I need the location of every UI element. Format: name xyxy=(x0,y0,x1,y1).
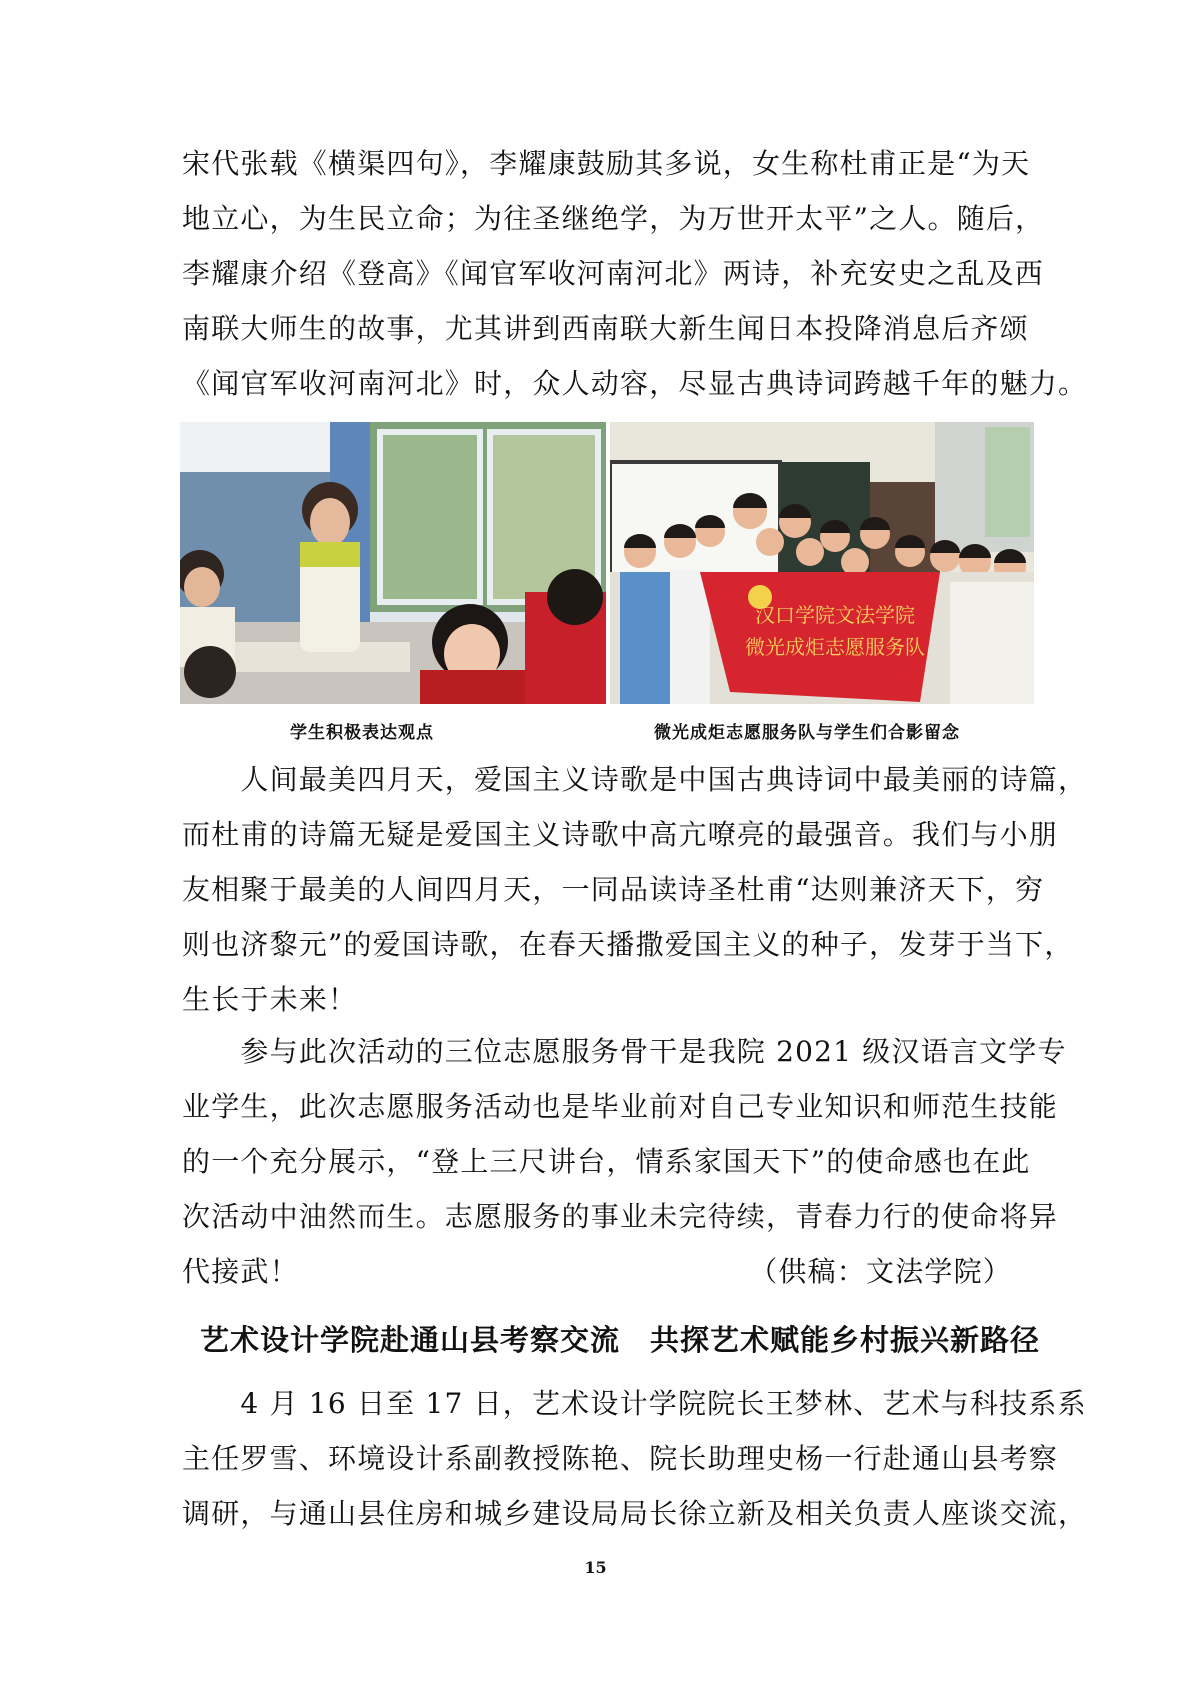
text-line: 友相聚于最美的人间四月天，一同品读诗圣杜甫“达则兼济天下，穷 xyxy=(182,873,1045,906)
paragraph-1 xyxy=(182,136,1088,411)
paragraph-2 xyxy=(182,752,1088,1027)
text-line: 南联大师生的故事，尤其讲到西南联大新生闻日本投降消息后齐颂 xyxy=(182,312,1029,345)
photo-group-banner xyxy=(610,422,1034,704)
text-line: 而杜甫的诗篇无疑是爱国主义诗歌中高亢嘹亮的最强音。我们与小朋 xyxy=(182,818,1059,851)
text-line: 则也济黎元”的爱国诗歌，在春天播撒爱国主义的种子，发芽于当下， xyxy=(182,928,1074,961)
credit-note: （供稿：文法学院） xyxy=(749,1255,1012,1288)
article-headline: 艺术设计学院赴通山县考察交流 共探艺术赋能乡村振兴新路径 xyxy=(200,1323,1041,1357)
text-line: 主任罗雪、环境设计系副教授陈艳、院长助理史杨一行赴通山县考察 xyxy=(182,1442,1059,1475)
text-line: 调研，与通山县住房和城乡建设局局长徐立新及相关负责人座谈交流， xyxy=(182,1497,1088,1530)
banner-text-2: 微光成炬志愿服务队 xyxy=(745,635,925,659)
photo-caption-left: 学生积极表达观点 xyxy=(290,723,434,743)
text-line: 地立心，为生民立命；为往圣继绝学，为万世开太平”之人。随后， xyxy=(182,202,1045,235)
closing-text: 代接武！ xyxy=(182,1255,299,1288)
text-line-last xyxy=(182,1244,1012,1299)
text-line: 生长于未来！ xyxy=(182,983,358,1016)
text-line: 李耀康介绍《登高》《闻官军收河南河北》两诗，补充安史之乱及西 xyxy=(182,257,1045,290)
text-line: 业学生，此次志愿服务活动也是毕业前对自己专业知识和师范生技能 xyxy=(182,1090,1059,1123)
text-line: 人间最美四月天，爱国主义诗歌是中国古典诗词中最美丽的诗篇， xyxy=(182,763,1088,796)
photo-caption-right: 微光成炬志愿服务队与学生们合影留念 xyxy=(654,723,960,743)
article-2-body xyxy=(182,1376,1088,1541)
text-line: 《闻官军收河南河北》时，众人动容，尽显古典诗词跨越千年的魅力。 xyxy=(182,367,1088,400)
paragraph-3 xyxy=(182,1024,1067,1299)
banner-text-1: 汉口学院文法学院 xyxy=(755,603,915,627)
text-line: 参与此次活动的三位志愿服务骨干是我院 2021 级汉语言文学专 xyxy=(182,1035,1067,1068)
text-line: 的一个充分展示，“登上三尺讲台，情系家国天下”的使命感也在此 xyxy=(182,1145,1031,1178)
photo-student-speaking xyxy=(180,422,606,704)
text-line: 4 月 16 日至 17 日，艺术设计学院院长王梦林、艺术与科技系系 xyxy=(182,1387,1087,1420)
text-line: 宋代张载《横渠四句》，李耀康鼓励其多说，女生称杜甫正是“为天 xyxy=(182,147,1031,180)
text-line: 次活动中油然而生。志愿服务的事业未完待续，青春力行的使命将异 xyxy=(182,1200,1059,1233)
page-number: 15 xyxy=(584,1558,607,1577)
